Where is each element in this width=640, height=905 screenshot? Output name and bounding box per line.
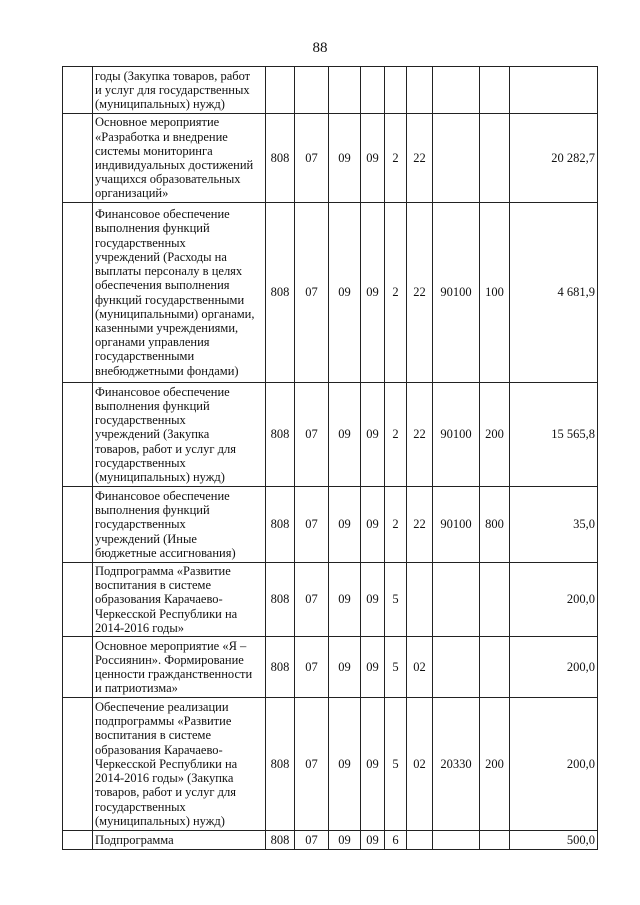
description-line: учащихся образовательных [95, 172, 241, 187]
code-cell-c2: 07 [295, 487, 329, 563]
description-line: государственных [95, 413, 186, 428]
amount-cell: 200,0 [510, 698, 598, 831]
code-cell-c6 [407, 831, 433, 850]
table-row [63, 831, 598, 850]
code-cell-c4: 09 [361, 487, 385, 563]
code-cell-c4: 09 [361, 637, 385, 698]
amount-cell: 200,0 [510, 637, 598, 698]
description-line: годы (Закупка товаров, работ [95, 68, 251, 83]
code-cell-c2 [295, 67, 329, 114]
code-cell-c5: 2 [385, 383, 407, 487]
amount-cell: 15 565,8 [510, 383, 598, 487]
code-cell-c2: 07 [295, 383, 329, 487]
description-line: 2014-2016 годы» (Закупка [95, 771, 234, 786]
description-line: государственными [95, 349, 195, 364]
code-cell-c6 [407, 563, 433, 637]
code-cell-c5: 5 [385, 637, 407, 698]
amount-cell: 20 282,7 [510, 114, 598, 203]
description-line: (муниципальными) органами, [95, 306, 255, 321]
description-line: Обеспечение реализации [95, 700, 229, 715]
description-line: (муниципальных) нужд) [95, 813, 225, 828]
description-line: воспитания в системе [95, 578, 212, 593]
row-margin-cell [63, 563, 93, 637]
description-line: Подпрограмма [95, 832, 174, 847]
row-description [93, 831, 266, 850]
code-cell-c8 [480, 114, 510, 203]
description-line: учреждений (Иные [95, 531, 197, 546]
description-line: учреждений (Закупка [95, 427, 210, 442]
code-cell-c1: 808 [266, 487, 295, 563]
code-cell-c7 [433, 114, 480, 203]
description-line: Финансовое обеспечение [95, 384, 230, 399]
code-cell-c6: 02 [407, 637, 433, 698]
code-cell-c7: 90100 [433, 487, 480, 563]
code-cell-c5: 2 [385, 203, 407, 383]
code-cell-c3 [329, 67, 361, 114]
row-margin-cell [63, 114, 93, 203]
table-row [63, 67, 598, 114]
row-description [93, 203, 266, 383]
row-margin-cell [63, 67, 93, 114]
code-cell-c6: 22 [407, 383, 433, 487]
description-line: (муниципальных) нужд) [95, 470, 225, 484]
description-line: и услуг для государственных [95, 82, 250, 97]
table-row [63, 114, 598, 203]
code-cell-c6: 22 [407, 114, 433, 203]
code-cell-c8 [480, 563, 510, 637]
code-cell-c8 [480, 831, 510, 850]
description-line: индивидуальных достижений [95, 158, 254, 172]
code-cell-c6: 02 [407, 698, 433, 831]
code-cell-c5: 5 [385, 563, 407, 637]
code-cell-c1: 808 [266, 114, 295, 203]
description-line: Черкесской Республики на [95, 756, 238, 771]
description-line: товаров, работ и услуг для [95, 785, 237, 800]
table-row [63, 203, 598, 383]
code-cell-c7 [433, 67, 480, 114]
row-margin-cell [63, 698, 93, 831]
code-cell-c7: 90100 [433, 383, 480, 487]
description-line: государственных [95, 455, 186, 470]
code-cell-c1: 808 [266, 698, 295, 831]
budget-table [62, 66, 598, 850]
description-line: государственных [95, 799, 186, 814]
code-cell-c2: 07 [295, 203, 329, 383]
description-line: выполнения функций [95, 503, 210, 518]
code-cell-c1: 808 [266, 383, 295, 487]
description-line: казенными учреждениями, [95, 320, 239, 335]
row-description [93, 67, 266, 114]
description-line: и патриотизма» [95, 681, 178, 696]
description-line: организаций» [95, 186, 169, 201]
description-line: учреждений (Расходы на [95, 249, 227, 264]
code-cell-c2: 07 [295, 114, 329, 203]
code-cell-c1: 808 [266, 637, 295, 698]
code-cell-c8 [480, 637, 510, 698]
row-description [93, 114, 266, 203]
code-cell-c5: 2 [385, 114, 407, 203]
description-line: (муниципальных) нужд) [95, 97, 225, 112]
description-line: выполнения функций [95, 398, 210, 413]
code-cell-c4: 09 [361, 563, 385, 637]
page-number: 88 [312, 40, 328, 56]
code-cell-c7 [433, 563, 480, 637]
row-description [93, 563, 266, 637]
row-margin-cell [63, 203, 93, 383]
description-line: обеспечения выполнения [95, 278, 230, 293]
description-line: выплаты персоналу в целях [95, 264, 243, 279]
code-cell-c2: 07 [295, 637, 329, 698]
row-margin-cell [63, 831, 93, 850]
code-cell-c4: 09 [361, 114, 385, 203]
row-margin-cell [63, 383, 93, 487]
code-cell-c3: 09 [329, 383, 361, 487]
code-cell-c1: 808 [266, 563, 295, 637]
table-row [63, 698, 598, 831]
row-description [93, 383, 266, 487]
code-cell-c7 [433, 831, 480, 850]
code-cell-c2: 07 [295, 698, 329, 831]
table-row [63, 637, 598, 698]
code-cell-c4: 09 [361, 203, 385, 383]
code-cell-c8 [480, 67, 510, 114]
table-row [63, 383, 598, 487]
code-cell-c7 [433, 637, 480, 698]
amount-cell: 200,0 [510, 563, 598, 637]
description-line: выполнения функций [95, 221, 210, 236]
description-line: внебюджетными фондами) [95, 363, 239, 378]
code-cell-c1: 808 [266, 203, 295, 383]
description-line: воспитания в системе [95, 728, 212, 743]
description-line: Финансовое обеспечение [95, 488, 230, 503]
description-line: 2014-2016 годы» [95, 620, 185, 635]
code-cell-c3: 09 [329, 831, 361, 850]
table-row [63, 563, 598, 637]
code-cell-c4: 09 [361, 383, 385, 487]
description-line: Финансовое обеспечение [95, 207, 230, 222]
row-margin-cell [63, 487, 93, 563]
code-cell-c3: 09 [329, 563, 361, 637]
description-line: товаров, работ и услуг для [95, 441, 237, 456]
description-line: подпрограммы «Развитие [95, 714, 232, 729]
description-line: ценности гражданственности [95, 667, 253, 681]
code-cell-c4: 09 [361, 831, 385, 850]
description-line: образования Карачаево- [95, 742, 223, 757]
row-description [93, 487, 266, 563]
code-cell-c7: 90100 [433, 203, 480, 383]
code-cell-c5: 5 [385, 698, 407, 831]
description-line: Основное мероприятие [95, 115, 220, 130]
description-line: бюджетные ассигнования) [95, 545, 236, 560]
code-cell-c3: 09 [329, 637, 361, 698]
code-cell-c6: 22 [407, 203, 433, 383]
code-cell-c2: 07 [295, 831, 329, 850]
description-line: образования Карачаево- [95, 592, 223, 607]
code-cell-c8: 800 [480, 487, 510, 563]
description-line: государственных [95, 235, 186, 250]
row-description [93, 637, 266, 698]
code-cell-c1: 808 [266, 831, 295, 850]
amount-cell [510, 67, 598, 114]
description-line: функций государственными [95, 292, 245, 307]
amount-cell: 500,0 [510, 831, 598, 850]
code-cell-c6 [407, 67, 433, 114]
description-line: Подпрограмма «Развитие [95, 563, 231, 578]
row-margin-cell [63, 637, 93, 698]
code-cell-c3: 09 [329, 114, 361, 203]
description-line: государственных [95, 517, 186, 532]
amount-cell: 4 681,9 [510, 203, 598, 383]
code-cell-c5: 2 [385, 487, 407, 563]
description-line: Черкесской Республики на [95, 606, 238, 621]
code-cell-c6: 22 [407, 487, 433, 563]
description-line: «Разработка и внедрение [95, 129, 228, 144]
code-cell-c4: 09 [361, 698, 385, 831]
code-cell-c7: 20330 [433, 698, 480, 831]
row-description [93, 698, 266, 831]
amount-cell: 35,0 [510, 487, 598, 563]
description-line: системы мониторинга [95, 143, 213, 158]
code-cell-c2: 07 [295, 563, 329, 637]
description-line: Россиянин». Формирование [95, 652, 244, 667]
code-cell-c4 [361, 67, 385, 114]
code-cell-c3: 09 [329, 487, 361, 563]
code-cell-c5: 6 [385, 831, 407, 850]
code-cell-c8: 200 [480, 383, 510, 487]
code-cell-c5 [385, 67, 407, 114]
code-cell-c8: 100 [480, 203, 510, 383]
code-cell-c3: 09 [329, 203, 361, 383]
description-line: органами управления [95, 335, 210, 350]
code-cell-c8: 200 [480, 698, 510, 831]
table-row [63, 487, 598, 563]
description-line: Основное мероприятие «Я – [95, 638, 247, 653]
code-cell-c1 [266, 67, 295, 114]
code-cell-c3: 09 [329, 698, 361, 831]
